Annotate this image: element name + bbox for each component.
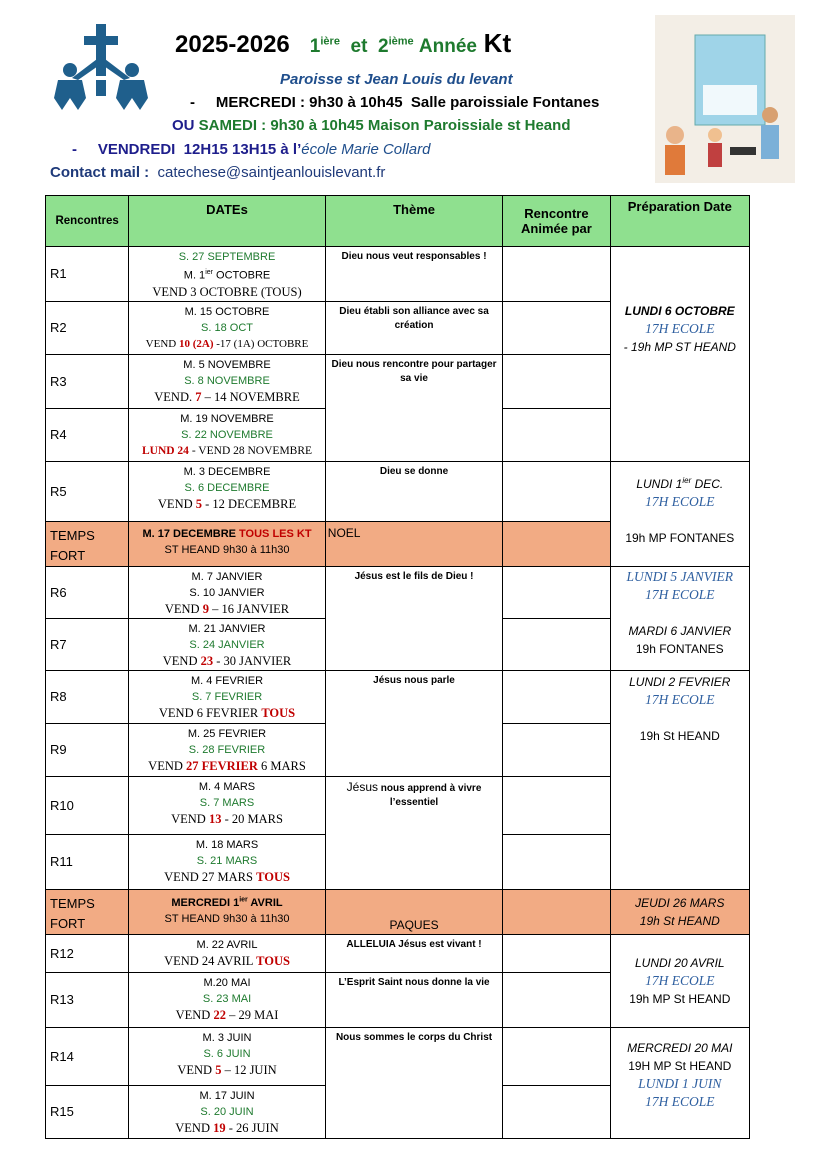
animee-cell xyxy=(503,972,610,1027)
animee-cell xyxy=(503,247,610,302)
header-preparation: Préparation Date xyxy=(610,196,749,247)
table-row xyxy=(46,670,750,723)
prep-cell: LUNDI 5 JANVIER 17H ECOLE MARDI 6 JANVIER 19h FONTANES xyxy=(610,566,749,670)
dates-cell: M. 5 NOVEMBRE S. 8 NOVEMBRE VEND. 7 – 14 NOVEMBRE xyxy=(129,354,326,408)
table-row xyxy=(46,247,750,302)
animee-cell xyxy=(503,889,610,934)
table-row xyxy=(46,566,750,618)
prep-cell: LUNDI 2 FEVRIER 17H ECOLE 19h St HEAND xyxy=(610,670,749,889)
parish-name: Paroisse st Jean Louis du levant xyxy=(280,71,513,88)
animee-cell xyxy=(503,461,610,521)
row-label: R3 xyxy=(46,354,129,408)
theme-cell: Jésus est le fils de Dieu ! xyxy=(325,566,503,670)
prep-cell: JEUDI 26 MARS 19h St HEAND xyxy=(610,889,749,934)
row-label: R2 xyxy=(46,301,129,354)
animee-cell xyxy=(503,301,610,354)
contact-email-link[interactable]: catechese@saintjeanlouislevant.fr xyxy=(157,164,386,181)
animee-cell xyxy=(503,354,610,408)
schedule-table xyxy=(45,195,750,1139)
row-label: R13 xyxy=(46,972,129,1027)
animee-cell xyxy=(503,1027,610,1085)
dates-cell: M. 15 OCTOBRE S. 18 OCT VEND 10 (2A) -17 (1A) OCTOBRE xyxy=(129,301,326,354)
prep-cell: LUNDI 20 AVRIL 17H ECOLE 19h MP St HEAND xyxy=(610,934,749,1027)
dates-cell: M.20 MAI S. 23 MAI VEND 22 – 29 MAI xyxy=(129,972,326,1027)
row-label: R10 xyxy=(46,776,129,834)
table-row xyxy=(46,934,750,972)
dates-cell: M. 4 FEVRIER S. 7 FEVRIER VEND 6 FEVRIER TOUS xyxy=(129,670,326,723)
header-animee: Rencontre Animée par xyxy=(503,196,610,247)
dates-cell: MERCREDI $1^{ier}$ AVRIL ST HEAND 9h30 à 11h30 xyxy=(129,889,326,934)
row-label: R4 xyxy=(46,408,129,461)
animee-cell xyxy=(503,776,610,834)
prep-cell: LUNDI 6 OCTOBRE 17H ECOLE - 19h MP ST HEAND xyxy=(610,247,749,462)
row-label: R5 xyxy=(46,461,129,521)
row-label: R12 xyxy=(46,934,129,972)
schedule-friday: - VENDREDI 12H15 13H15 à l’école Marie Collard xyxy=(72,141,431,158)
theme-cell: Jésus nous apprend à vivre l’essentiel xyxy=(325,776,503,889)
theme-cell: Jésus nous parle xyxy=(325,670,503,776)
animee-cell xyxy=(503,723,610,776)
page-title: 2025-2026 $1^{ière}$ et 2ième Année Kt xyxy=(175,28,512,58)
row-label: R6 xyxy=(46,566,129,618)
row-label: R8 xyxy=(46,670,129,723)
dates-cell: S. 27 SEPTEMBRE M. $1^{ier}$ OCTOBRE VEND 3 OCTOBRE (TOUS) xyxy=(129,247,326,302)
schedule-saturday: OU SAMEDI : 9h30 à 10h45 Maison Paroissiale st Heand xyxy=(172,117,571,134)
theme-cell: Dieu nous rencontre pour partager sa vie xyxy=(325,354,503,461)
theme-cell: NOEL xyxy=(325,521,503,566)
header-rencontres: Rencontres xyxy=(46,196,129,247)
parish-logo xyxy=(52,18,150,114)
dates-cell: M. 22 AVRIL VEND 24 AVRIL TOUS xyxy=(129,934,326,972)
theme-cell: Dieu se donne xyxy=(325,461,503,521)
dates-cell: M. 7 JANVIER S. 10 JANVIER VEND 9 – 16 JANVIER xyxy=(129,566,326,618)
dates-cell: M. 18 MARS S. 21 MARS VEND 27 MARS TOUS xyxy=(129,834,326,889)
row-label: R14 xyxy=(46,1027,129,1085)
contact-mail: Contact mail : catechese@saintjeanlouislevant.fr xyxy=(50,164,386,181)
dates-cell: M. 3 JUIN S. 6 JUIN VEND 5 – 12 JUIN xyxy=(129,1027,326,1085)
row-label: TEMPS FORT xyxy=(46,889,129,934)
book-illustration xyxy=(655,15,795,183)
theme-cell: PAQUES xyxy=(325,889,503,934)
prep-cell: LUNDI $1^{ier}$ DEC. 17H ECOLE 19h MP FONTANES xyxy=(610,461,749,566)
theme-cell: Dieu nous veut responsables ! xyxy=(325,247,503,302)
table-row xyxy=(46,461,750,521)
table-row xyxy=(46,1027,750,1085)
animee-cell xyxy=(503,408,610,461)
theme-cell: L’Esprit Saint nous donne la vie xyxy=(325,972,503,1027)
animee-cell xyxy=(503,1085,610,1138)
dates-cell: M. 25 FEVRIER S. 28 FEVRIER VEND 27 FEVRIER 6 MARS xyxy=(129,723,326,776)
animee-cell xyxy=(503,521,610,566)
theme-cell: Dieu établi son alliance avec sa création xyxy=(325,301,503,354)
animee-cell xyxy=(503,618,610,670)
dates-cell: M. 3 DECEMBRE S. 6 DECEMBRE VEND 5 - 12 DECEMBRE xyxy=(129,461,326,521)
animee-cell xyxy=(503,670,610,723)
row-label: R11 xyxy=(46,834,129,889)
animee-cell xyxy=(503,834,610,889)
animee-cell xyxy=(503,934,610,972)
table-header-row xyxy=(46,196,750,247)
theme-cell: Nous sommes le corps du Christ xyxy=(325,1027,503,1138)
animee-cell xyxy=(503,566,610,618)
dates-cell: M. 19 NOVEMBRE S. 22 NOVEMBRE LUND 24 - VEND 28 NOVEMBRE xyxy=(129,408,326,461)
schedule-wednesday: - MERCREDI : 9h30 à 10h45 Salle paroissiale Fontanes xyxy=(190,94,600,111)
row-label: TEMPS FORT xyxy=(46,521,129,566)
row-label: R9 xyxy=(46,723,129,776)
header-dates: DATEs xyxy=(129,196,326,247)
row-label: R1 xyxy=(46,247,129,302)
temps-fort-row xyxy=(46,889,750,934)
row-label: R15 xyxy=(46,1085,129,1138)
dates-cell: M. 4 MARS S. 7 MARS VEND 13 - 20 MARS xyxy=(129,776,326,834)
header-theme: Thème xyxy=(325,196,503,247)
dates-cell: M. 17 DECEMBRE TOUS LES KT ST HEAND 9h30 à 11h30 xyxy=(129,521,326,566)
dates-cell: M. 17 JUIN S. 20 JUIN VEND 19 - 26 JUIN xyxy=(129,1085,326,1138)
theme-cell: ALLELUIA Jésus est vivant ! xyxy=(325,934,503,972)
dates-cell: M. 21 JANVIER S. 24 JANVIER VEND 23 - 30 JANVIER xyxy=(129,618,326,670)
row-label: R7 xyxy=(46,618,129,670)
prep-cell: MERCREDI 20 MAI 19H MP St HEAND LUNDI 1 JUIN 17H ECOLE xyxy=(610,1027,749,1138)
